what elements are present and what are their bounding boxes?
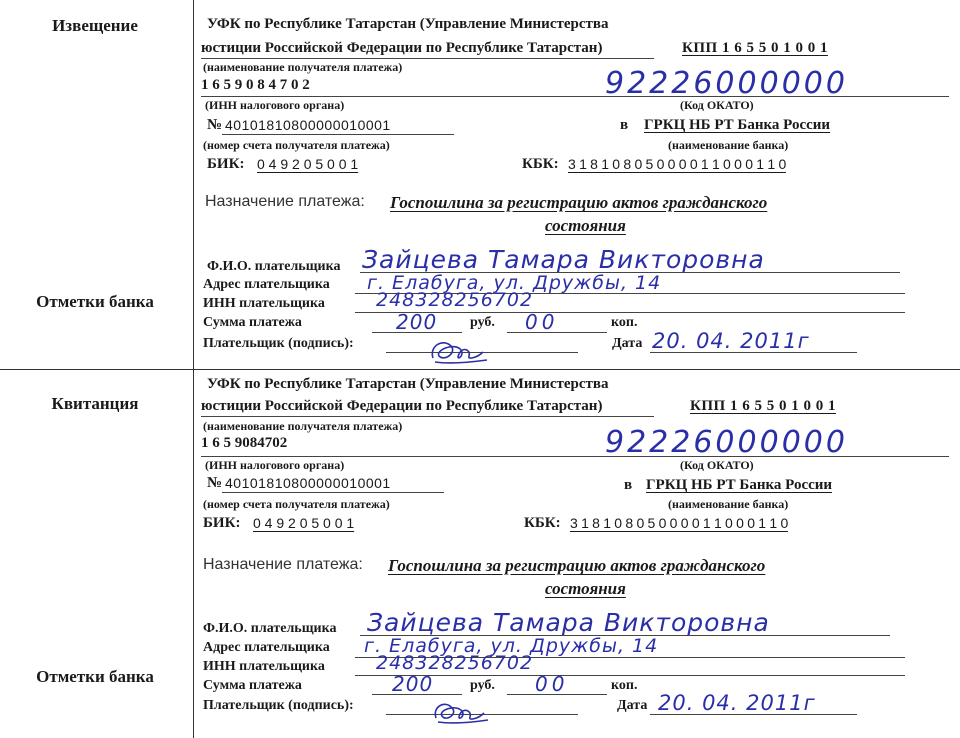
amount-rub: 200	[392, 672, 434, 696]
rub-label: руб.	[470, 315, 495, 330]
inn-caption: (ИНН налогового органа)	[205, 458, 345, 472]
payer-inn: 248328256702	[376, 289, 534, 311]
kbk-label: КБК:	[522, 156, 559, 172]
bank-caption: (наименование банка)	[668, 138, 789, 152]
amount-rub: 200	[396, 310, 438, 334]
payer-inn: 248328256702	[376, 652, 534, 674]
payer-name-label: Ф.И.О. плательщика	[207, 259, 341, 274]
okato-value: 92226000000	[605, 66, 848, 101]
section-divider	[0, 369, 960, 370]
payer-address-label: Адрес плательщика	[203, 640, 330, 655]
account-prefix: №	[207, 475, 223, 491]
bank-name: ГРКЦ НБ РТ Банка России	[646, 477, 833, 493]
amount-label: Сумма платежа	[203, 315, 302, 330]
amount-kop: 00	[535, 672, 569, 696]
payer-address: г. Елабуга, ул. Дружбы, 14	[367, 272, 662, 294]
account-prefix: №	[207, 117, 223, 133]
account-number: 40101810800000010001	[225, 475, 391, 491]
purpose-line2: состояния	[545, 579, 626, 598]
purpose-line1: Госпошлина за регистрацию актов гражданского	[388, 556, 766, 575]
signature-label: Плательщик (подпись):	[203, 698, 354, 713]
okato-caption: (Код ОКАТО)	[680, 458, 754, 472]
date-value: 20. 04. 2011г	[652, 329, 810, 353]
bik-value: 0 4 9 2 0 5 0 0 1	[257, 156, 359, 172]
bik-label: БИК:	[207, 156, 245, 172]
receipt-label: Квитанция	[51, 394, 139, 413]
recipient-line2: юстиции Российской Федерации по Республике Татарстан)	[201, 398, 603, 414]
account-caption: (номер счета получателя платежа)	[203, 138, 390, 152]
recipient-line1: УФК по Республике Татарстан (Управление Министерства	[207, 376, 609, 392]
payer-signature	[425, 332, 495, 368]
recipient-inn: 1 6 5 9084702	[201, 435, 288, 451]
kop-label: коп.	[611, 315, 638, 330]
bik-label: БИК:	[203, 515, 241, 531]
bank-marks-label-bottom: Отметки банка	[36, 667, 154, 686]
bank-caption: (наименование банка)	[668, 497, 789, 511]
date-value: 20. 04. 2011г	[658, 691, 816, 715]
payer-signature	[428, 694, 494, 728]
kpp: КПП 1 6 5 5 0 1 0 0 1	[682, 40, 828, 56]
bank-prefix: в	[620, 117, 629, 133]
purpose-label: Назначение платежа:	[205, 193, 365, 210]
inn-caption: (ИНН налогового органа)	[205, 98, 345, 112]
payer-name-label: Ф.И.О. плательщика	[203, 621, 337, 636]
bank-marks-label-top: Отметки банка	[36, 292, 154, 311]
notice-label: Извещение	[52, 16, 138, 35]
bik-value: 0 4 9 2 0 5 0 0 1	[253, 515, 355, 531]
kbk-label: КБК:	[524, 515, 561, 531]
date-label: Дата	[612, 336, 643, 351]
payer-name: Зайцева Тамара Викторовна	[367, 608, 770, 637]
purpose-line1: Госпошлина за регистрацию актов гражданского	[390, 193, 768, 212]
account-caption: (номер счета получателя платежа)	[203, 497, 390, 511]
recipient-line1: УФК по Республике Татарстан (Управление Министерства	[207, 16, 609, 32]
signature-label: Плательщик (подпись):	[203, 336, 354, 351]
date-label: Дата	[617, 698, 648, 713]
kop-label: коп.	[611, 678, 638, 693]
rub-label: руб.	[470, 678, 495, 693]
okato-caption: (Код ОКАТО)	[680, 98, 754, 112]
payer-address: г. Елабуга, ул. Дружбы, 14	[364, 635, 659, 657]
payer-name: Зайцева Тамара Викторовна	[362, 245, 765, 274]
bank-prefix: в	[624, 477, 633, 493]
kbk-value: 3 1 8 1 0 8 0 5 0 0 0 0 1 1 0 0 0 1 1 0	[568, 156, 786, 172]
kpp: КПП 1 6 5 5 0 1 0 0 1	[690, 398, 836, 414]
payer-inn-label: ИНН плательщика	[203, 659, 325, 674]
recipient-inn: 1 6 5 9 0 8 4 7 0 2	[201, 77, 310, 93]
purpose-label: Назначение платежа:	[203, 556, 363, 573]
recipient-caption: (наименование получателя платежа)	[203, 60, 403, 74]
recipient-line2: юстиции Российской Федерации по Республике Татарстан)	[201, 40, 603, 56]
okato-value: 92226000000	[605, 425, 848, 460]
payer-address-label: Адрес плательщика	[203, 277, 330, 292]
amount-label: Сумма платежа	[203, 678, 302, 693]
account-number: 40101810800000010001	[225, 117, 391, 133]
purpose-line2: состояния	[545, 216, 626, 235]
recipient-caption: (наименование получателя платежа)	[203, 419, 403, 433]
amount-kop: 00	[525, 310, 559, 334]
payer-inn-label: ИНН плательщика	[203, 296, 325, 311]
bank-name: ГРКЦ НБ РТ Банка России	[644, 117, 831, 133]
kbk-value: 3 1 8 1 0 8 0 5 0 0 0 0 1 1 0 0 0 1 1 0	[570, 515, 788, 531]
